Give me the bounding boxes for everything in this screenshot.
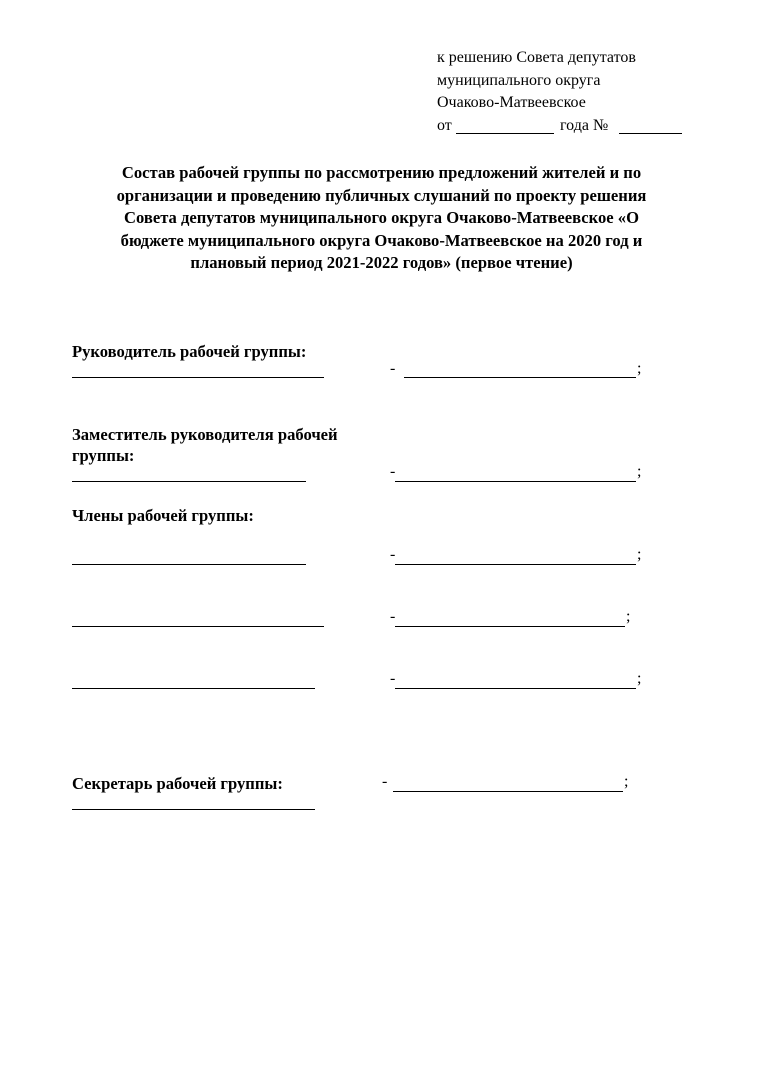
header-line-3: Очаково-Матвеевское <box>437 94 586 111</box>
deputy-label-line-1: Заместитель руководителя рабочей <box>72 425 338 444</box>
head-name-blank <box>72 377 324 378</box>
member-2-position-blank <box>395 626 625 627</box>
title-line-4: бюджете муниципального округа Очаково-Матвеевское на 2020 год и <box>120 230 643 250</box>
member-3-name-blank <box>72 688 315 689</box>
secretary-name-blank <box>72 809 315 810</box>
head-semicolon: ; <box>637 360 642 377</box>
secretary-semicolon: ; <box>624 773 629 790</box>
header-year-no: года № <box>560 116 609 134</box>
deputy-name-blank <box>72 481 306 482</box>
member-2-name-blank <box>72 626 324 627</box>
deputy-label-line-2: группы: <box>72 446 135 465</box>
deputy-dash: - <box>390 463 396 480</box>
member-3-dash: - <box>390 670 396 687</box>
header-block <box>437 47 636 137</box>
title-line-3: Совета депутатов муниципального округа Очаково-Матвеевское «О <box>124 208 639 228</box>
header-line-1: к решению Совета депутатов <box>437 49 636 66</box>
decision-number-blank <box>619 133 682 134</box>
deputy-position-blank <box>395 481 636 482</box>
title-line-5: плановый период 2021-2022 годов» (первое чтение) <box>190 253 573 273</box>
decision-date-blank <box>456 133 554 134</box>
member-2-dash: - <box>390 608 396 625</box>
member-2-semicolon: ; <box>626 608 631 625</box>
member-1-position-blank <box>395 564 636 565</box>
member-3-position-blank <box>395 688 636 689</box>
header-line-4 <box>437 115 636 138</box>
member-3-semicolon: ; <box>637 670 642 687</box>
head-label: Руководитель рабочей группы: <box>72 342 307 361</box>
deputy-semicolon: ; <box>637 463 642 480</box>
head-position-blank <box>404 377 636 378</box>
member-1-dash: - <box>390 546 396 563</box>
head-dash: - <box>390 360 396 377</box>
title-line-1: Состав рабочей группы по рассмотрению предложений жителей и по <box>121 163 642 182</box>
members-label: Члены рабочей группы: <box>72 506 254 525</box>
header-line-2: муниципального округа <box>437 71 601 89</box>
header-from: от <box>437 116 452 134</box>
secretary-label: Секретарь рабочей группы: <box>72 774 283 793</box>
member-1-semicolon: ; <box>637 546 642 563</box>
document-title <box>70 162 693 275</box>
title-line-2: организации и проведению публичных слушаний по проекту решения <box>116 185 647 205</box>
secretary-dash: - <box>382 773 388 790</box>
secretary-position-blank <box>393 791 623 792</box>
deputy-label <box>72 424 338 466</box>
member-1-name-blank <box>72 564 306 565</box>
